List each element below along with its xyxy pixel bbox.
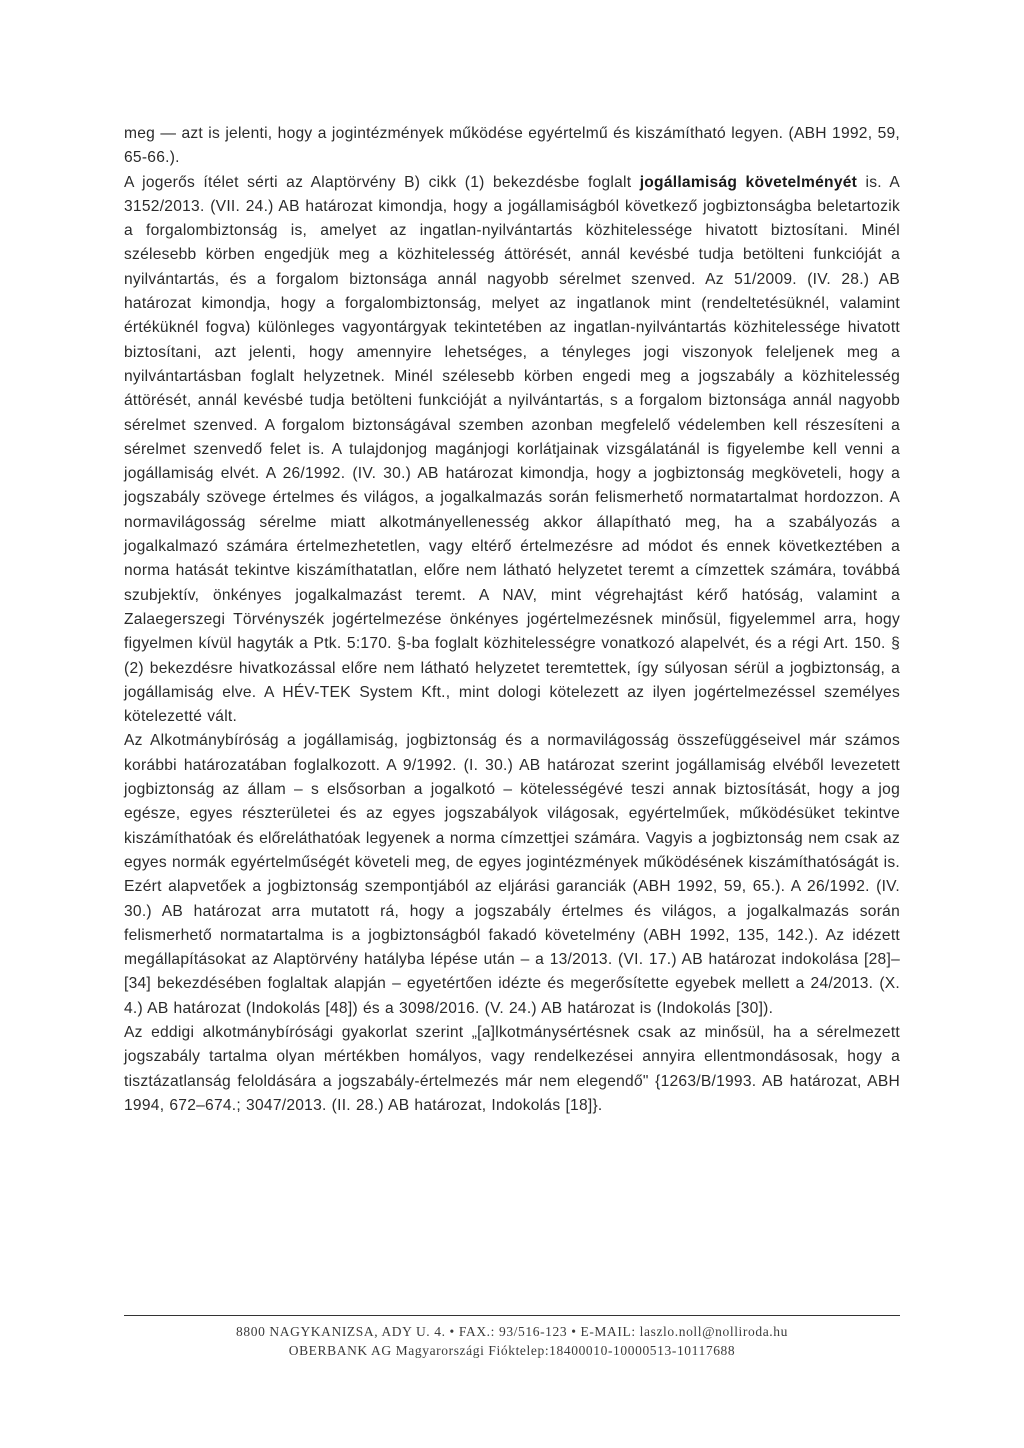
paragraph-case-law-quote: Az eddigi alkotmánybírósági gyakorlat szerint „[a]lkotmánysértésnek csak az minősül, ha a sérelmezett jogszabály tartalma olyan mértékben homályos, vagy rendelkezései annyira ellentmondásosak, hogy a tisztázatlanság feloldására a jogszabály-értelmezés már nem elegendő" {1263/B/1993. AB határozat, ABH 1994, 672–674.; 3047/2013. (II. 28.) AB határozat, Indokolás [18]}. <box>124 1023 900 1114</box>
paragraph-rule-of-law <box>124 171 900 730</box>
footer-divider <box>124 1315 900 1316</box>
paragraph-text-start: A jogerős ítélet sérti az Alaptörvény B) cikk (1) bekezdésbe foglalt <box>124 173 640 191</box>
document-body <box>124 122 900 1118</box>
footer-address-line: 8800 NAGYKANIZSA, ADY U. 4. • FAX.: 93/516-123 • E-MAIL: laszlo.noll@nolliroda.hu <box>236 1324 788 1339</box>
letterhead-footer <box>124 1322 900 1360</box>
bold-phrase-rule-of-law-requirement: jogállamiság követelményét <box>639 173 858 191</box>
paragraph-text-rest: is. A 3152/2013. (VII. 24.) AB határozat kimondja, hogy a jogállamiságból következő jogbiztonságba beletartozik a forgalombiztonság is, amelyet az ingatlan-nyilvántartás közhitelessége hivatott biztosítani. Minél szélesebb körben engedjük meg a közhitelesség áttörését, annál kevésbé tudja betölteni funkcióját a nyilvántartás, és a forgalom biztonsága annál nagyobb sérelmet szenved. Az 51/2009. (IV. 28.) AB határozat kimondja, hogy a forgalombiztonság, melyet az ingatlanok mint (rendeltetésüknél, valamint értéküknél fogva) különleges vagyontárgyak tekintetében az ingatlan-nyilvántartás közhitelessége hivatott biztosítani, azt jelenti, hogy amennyire lehetséges, a tényleges jogi viszonyok feleljenek meg a nyilvántartásban foglalt helyzetnek. Minél szélesebb körben engedi meg a jogszabály a közhitelesség áttörését, annál kevésbé tudja betölteni funkcióját a nyilvántartás, s a forgalom biztonsága annál nagyobb sérelmet szenved. A forgalom biztonságával szemben azonban megfelelő védelemben kell részesíteni a sérelmet szenvedő felet is. A tulajdonjog magánjogi korlátjainak vizsgálatánál is figyelembe kell venni a jogállamiság elvét. A 26/1992. (IV. 30.) AB határozat kimondja, hogy a jogbiztonság megköveteli, hogy a jogszabály szövege értelmes és világos, a jogalkalmazás során felismerhető normatartalmat hordozzon. A normavilágosság sérelme miatt alkotmányellenesség akkor állapítható meg, ha a szabályozás a jogalkalmazó számára értelmezhetetlen, vagy eltérő értelmezésre ad módot és ennek következtében a norma hatását tekintve kiszámíthatatlan, előre nem látható helyzetet teremt a címzettek számára, továbbá szubjektív, önkényes jogalkalmazást teremt. A NAV, mint végrehajtást kérő hatóság, valamint a Zalaegerszegi Törvényszék jogértelmezése önkényes jogértelmezésnek minősül, figyelemmel arra, hogy figyelmen kívül hagyták a Ptk. 5:170. §-ba foglalt közhitelességre vonatkozó alapelvét, és a régi Art. 150. § (2) bekezdésre hivatkozással előre nem látható helyzetet teremtettek, így súlyosan sérül a jogbiztonság, a jogállamiság elve. A HÉV-TEK System Kft., mint dologi kötelezett az ilyen jogértelmezéssel személyes kötelezetté vált. <box>124 173 900 726</box>
paragraph-continuation: meg — azt is jelenti, hogy a jogintézmények működése egyértelmű és kiszámítható legyen. (ABH 1992, 59, 65-66.). <box>124 125 900 167</box>
footer-bank-line: OBERBANK AG Magyarországi Fióktelep:18400010-10000513-10117688 <box>288 1343 736 1358</box>
paragraph-constitutional-court: Az Alkotmánybíróság a jogállamiság, jogbiztonság és a normavilágosság összefüggéseivel már számos korábbi határozatában foglalkozott. A 9/1992. (I. 30.) AB határozat szerint jogállamiság elvéből levezetett jogbiztonság az állam – s elsősorban a jogalkotó – kötelességévé teszi annak biztosítását, hogy a jog egésze, egyes részterületei és az egyes jogszabályok világosak, egyértelműek, működésüket tekintve kiszámíthatóak és előreláthatóak legyenek a norma címzettjei számára. Vagyis a jogbiztonság nem csak az egyes normák egyértelműségét követeli meg, de egyes jogintézmények működésének kiszámíthatóságát is. Ezért alapvetőek a jogbiztonság szempontjából az eljárási garanciák (ABH 1992, 59, 65.). A 26/1992. (IV. 30.) AB határozat arra mutatott rá, hogy a jogszabály értelmes és világos, a jogalkalmazás során felismerhető normatartalma is a jogbiztonságból fakadó követelmény (ABH 1992, 135, 142.). Az idézett megállapításokat az Alaptörvény hatályba lépése után – a 13/2013. (VI. 17.) AB határozat indokolása [28]–[34] bekezdésében foglaltak alapján – egyetértően idézte és megerősítette egyebek mellett a 24/2013. (X. 4.) AB határozat (Indokolás [48]) és a 3098/2016. (V. 24.) AB határozat is (Indokolás [30]). <box>124 732 900 1017</box>
